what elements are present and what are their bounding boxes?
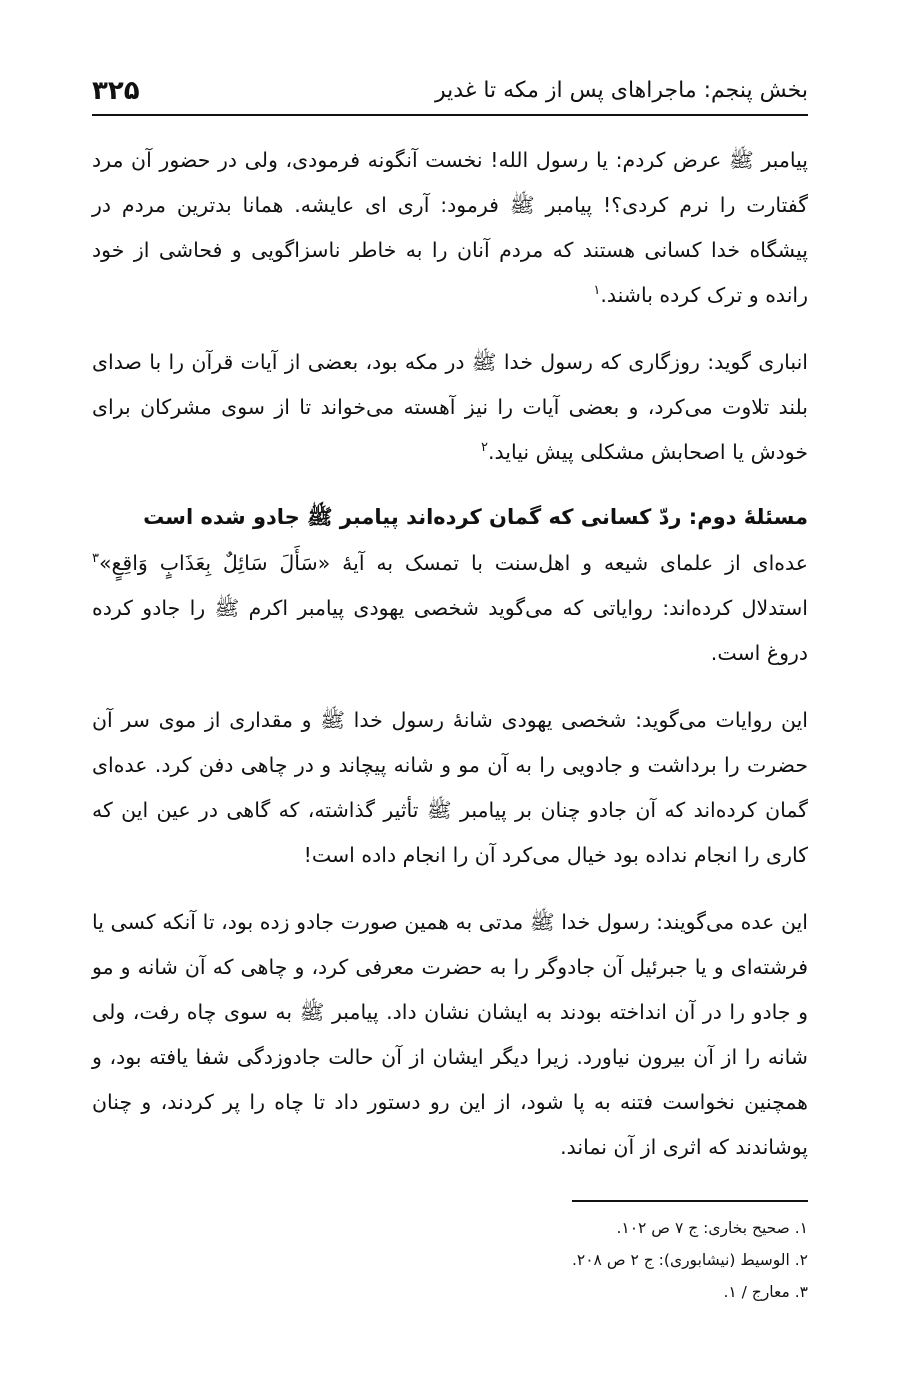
page-number: ۳۲۵	[92, 76, 140, 106]
paragraph	[92, 698, 808, 878]
footnotes	[92, 1212, 808, 1308]
footnote: ۳. معارج / ۱.	[723, 1283, 808, 1301]
running-title: بخش پنجم: ماجراهای پس از مکه تا غدیر	[435, 78, 808, 103]
paragraph-text: انباری گوید: روزگاری که رسول خدا ﷺ در مکه بود، بعضی از آیات قرآن را با صدای بلند تلاوت می‌کرد، و بعضی آیات را نیز آهسته می‌خواند تا از سوی مشرکان برای خودش یا اصحابش مشکلی پیش نیاید.	[92, 350, 808, 464]
paragraph	[92, 900, 808, 1170]
paragraph-text: پیامبر ﷺ عرض کردم: یا رسول الله! نخست آنگونه فرمودی، ولی در حضور آن مرد گفتارت را نرم کردی؟! پیامبر ﷺ فرمود: آری ای عایشه. همانا بدترین مردم در پیشگاه خدا کسانی هستند که مردم آنان را به خاطر ناسزاگویی و فحاشی از خود رانده و ترک کرده باشند.	[92, 148, 808, 307]
paragraph-text: استدلال کرده‌اند: روایاتی که می‌گوید شخصی یهودی پیامبر اکرم ﷺ را جادو کرده دروغ است.	[92, 596, 808, 665]
paragraph-text: این عده می‌گویند: رسول خدا ﷺ مدتی به همین صورت جادو زده بود، تا آنکه کسی یا فرشته‌ای و یا جبرئیل آن جادوگر را به حضرت معرفی کرد، و چاهی که آن شانه و مو و جادو را در آن انداخته بودند به ایشان نشان داد. پیامبر ﷺ به سوی چاه رفت، ولی شانه را از آن بیرون نیاورد. زیرا دیگر ایشان از آن حالت جادوزدگی شفا یافته بود، و همچنین نخواست فتنه به پا شود، از این رو دستور داد تا چاه را پر کردند، و چنان پوشاندند که اثری از آن نماند.	[92, 910, 808, 1159]
paragraph	[92, 541, 808, 676]
paragraph-text: عده‌ای از علمای شیعه و اهل‌سنت با تمسک به آیهٔ «سَأَلَ سَائِلٌ بِعَذَابٍ وَاقِعٍ»	[98, 551, 808, 575]
footnote: ۲. الوسیط (نیشابوری): ج ۲ ص ۲۰۸.	[571, 1251, 808, 1269]
page-header	[92, 60, 808, 106]
paragraph	[92, 138, 808, 318]
page-body	[92, 138, 808, 1170]
book-page	[92, 60, 808, 1308]
footnote-marker: ۱	[593, 283, 601, 299]
section-heading: مسئلهٔ دوم: ردّ کسانی که گمان کرده‌اند پیامبر ﷺ جادو شده است	[143, 505, 808, 529]
footnote-marker: ۲	[481, 440, 489, 456]
paragraph	[92, 340, 808, 475]
footnote: ۱. صحیح بخاری: ج ۷ ص ۱۰۲.	[616, 1219, 808, 1237]
footnote-marker: ۳	[92, 551, 99, 567]
header-rule	[92, 114, 808, 116]
paragraph-text: این روایات می‌گوید: شخصی یهودی شانهٔ رسول خدا ﷺ و مقداری از موی سر آن حضرت را برداشت و جادویی را به آن مو و شانه پیچاند و در چاهی دفن کرد. عده‌ای گمان کرده‌اند که آن جادو چنان بر پیامبر ﷺ تأثیر گذاشته، که گاهی در عین این که کاری را انجام نداده بود خیال می‌کرد آن را انجام داده است!	[92, 708, 808, 867]
footnote-rule	[572, 1200, 808, 1202]
